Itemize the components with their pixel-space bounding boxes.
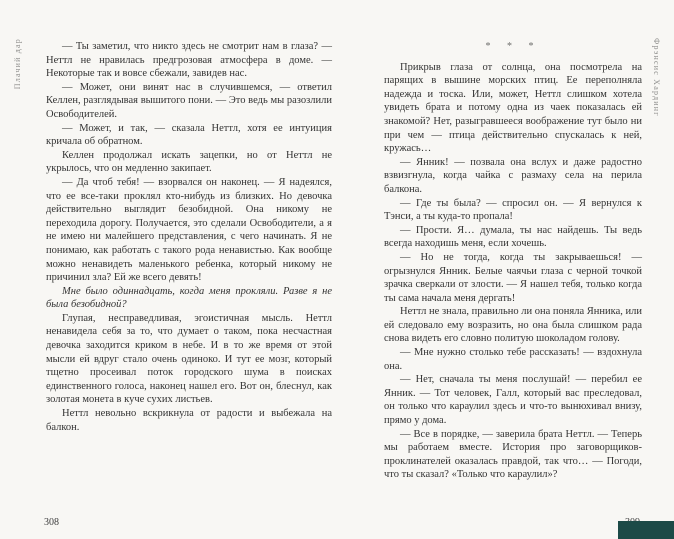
left-page-text	[46, 40, 332, 434]
paragraph: — Мне нужно столько тебе рассказать! — вздохнула она.	[384, 347, 642, 372]
section-separator: * * *	[485, 41, 541, 52]
running-title-book: Плачий дар	[13, 38, 22, 90]
paragraph: — Но не тогда, когда ты закрываешься! — огрызнулся Янник. Белые чаячьи глаза с черной точкой зрачка сверкали от злости. — Я нашел тебя, только когда ты сама начала меня дергать!	[384, 251, 642, 304]
paragraph: — Ты заметил, что никто здесь не смотрит нам в глаза? — Неттл не нравилась предгрозовая атмосфера в доме. — Некоторые так и вовсе сбежали, завидев нас.	[46, 41, 332, 80]
paragraph: — Все в порядке, — заверила брата Неттл. — Теперь мы работаем вместе. История про заговорщиков-проклинателей оказалась правдой, так что… — Погоди, что ты сказал? «Только что караулил»?	[384, 428, 642, 481]
paragraph: — Может, они винят нас в случившемся, — ответил Келлен, разглядывая вышитого пони. — Это ведь мы разозлили Освободителей.	[46, 81, 332, 120]
paragraph: — Может, и так, — сказала Неттл, хотя ее интуиция кричала об обратном.	[46, 122, 332, 148]
paragraph: — Где ты была? — спросил он. — Я вернулся к Тэнси, а ты куда-то пропала!	[384, 197, 642, 223]
right-page-text	[384, 40, 642, 482]
paragraph: Прикрыв глаза от солнца, она посмотрела на парящих в вышине морских птиц. Ее переполняла надежда и тоска. Или, может, Неттл слишком хотела увидеть брата и потому одна из чаек показалась ей знакомой? Нет, разыгравшееся воображение тут было ни при чем — птица действительно спускалась к ней, кружась…	[384, 61, 642, 155]
paragraph: Глупая, несправедливая, эгоистичная мысль. Неттл ненавидела себя за то, что думает о таком, пока несчастная девочка заходится криком в небе. И в то же время от этой мысли ей вдруг стало очень одиноко. И тут ее мозг, который тщетно просеивал поток городского шума в поисках единственного голоса, наконец нашел его. Вот он, блеснул, как золотая монета в куче сухих листьев.	[46, 312, 332, 406]
paragraph: — Янник! — позвала она вслух и даже радостно взвизгнула, когда чайка с размаху села на перила балкона.	[384, 156, 642, 195]
paragraph: — Да чтоб тебя! — взорвался он наконец. — Я надеялся, что ее все-таки проклял кто-нибудь из близких. Но девочка действительно выглядит безобидной. Она никому не переходила дорогу. Получается, это сделали Освободители, а я не имею ни малейшего представления, с чего начинать. Я не понимаю, как работать с такого рода ненавистью. Как вообще можно ненавидеть маленького ребенка, который никому не причинил зла? Ей же всего девять!	[46, 176, 332, 284]
paragraph: — Прости. Я… думала, ты нас найдешь. Ты ведь всегда находишь меня, если хочешь.	[384, 224, 642, 250]
paragraph: Келлен продолжал искать зацепки, но от Неттл не укрылось, что он медленно закипает.	[46, 149, 332, 175]
running-title-author: Фрэнсис Хардинг	[652, 38, 661, 117]
paragraph: Мне было одиннадцать, когда меня прокляли. Разве я не была безобидной?	[46, 285, 332, 311]
paragraph: — Нет, сначала ты меня послушай! — перебил ее Янник. — Тот человек, Галл, который вас преследовал, он только что караулил здесь и что-то вынюхивал внизу, прямо у дома.	[384, 374, 642, 427]
paragraph: Неттл не знала, правильно ли она поняла Янника, или ей следовало ему возразить, но она была слишком рада снова видеть его словно политую шоколадом голову.	[384, 306, 642, 345]
page-number-left: 308	[44, 517, 59, 528]
paragraph: Неттл невольно вскрикнула от радости и выбежала на балкон.	[46, 408, 332, 433]
corner-accent-panel[interactable]	[618, 521, 674, 539]
